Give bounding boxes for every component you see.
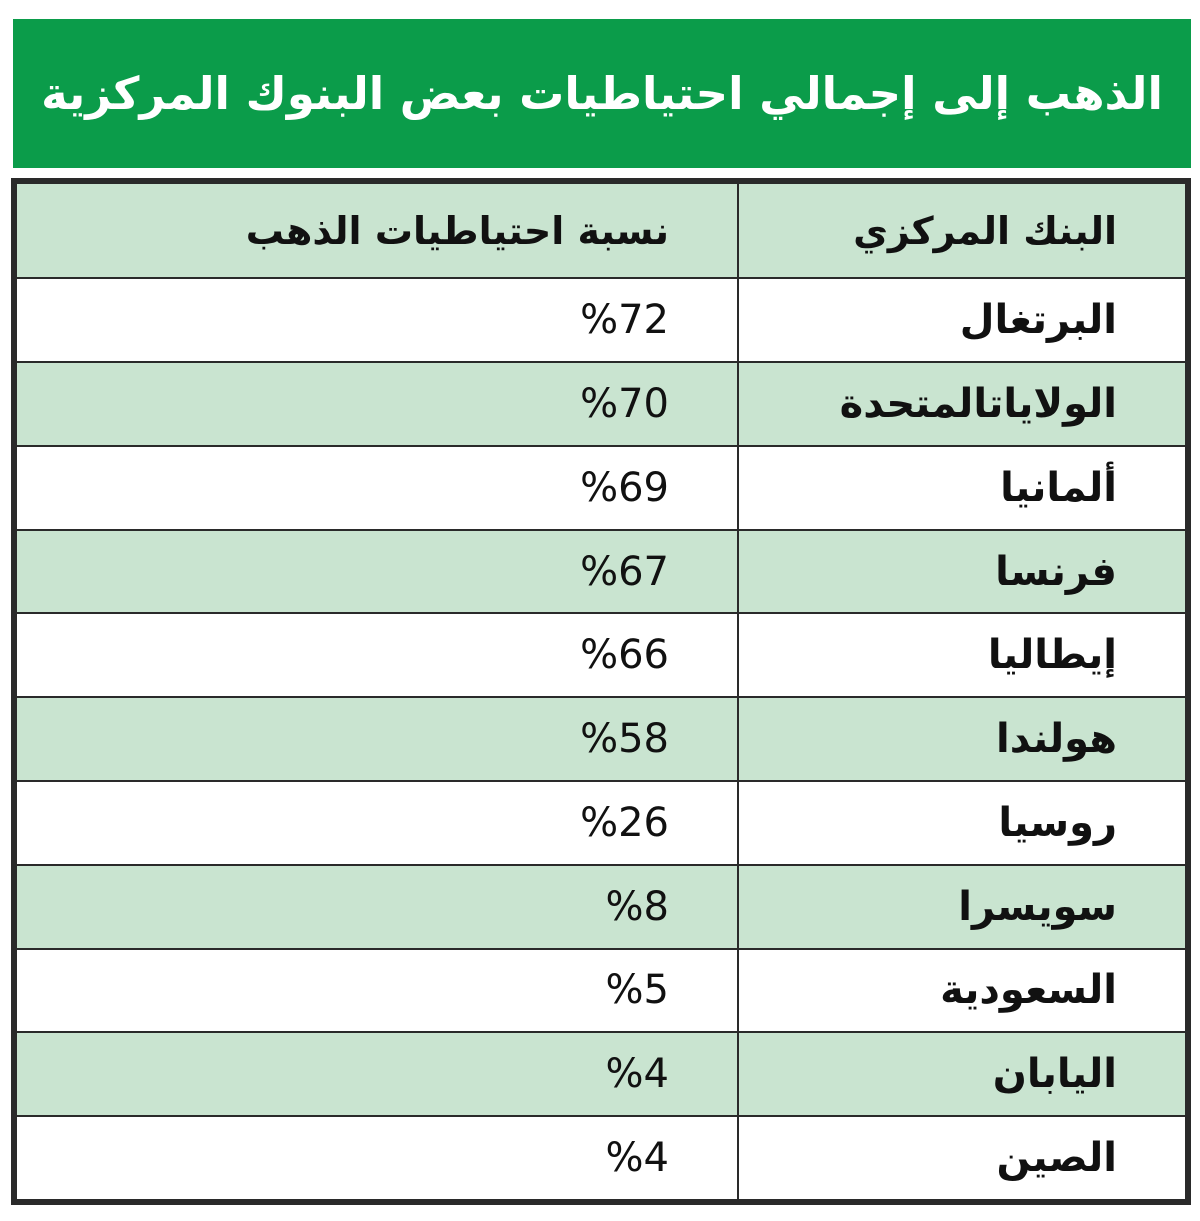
- table-body: [16, 183, 1186, 1200]
- gold-ratio-cell: [16, 865, 738, 949]
- column-header-bank: البنك المركزي: [738, 183, 1186, 278]
- gold-ratio-cell: [16, 781, 738, 865]
- gold-ratio-cell: [16, 1032, 738, 1116]
- gold-ratio-cell: [16, 697, 738, 781]
- gold-ratio-value: %8: [605, 883, 669, 930]
- bank-name-cell: هولندا: [738, 697, 1186, 781]
- table-header-row: [16, 183, 1186, 278]
- title-bar: [13, 19, 1191, 168]
- gold-ratio-cell: [16, 1116, 738, 1200]
- bank-name-cell: سويسرا: [738, 865, 1186, 949]
- bank-name-cell: ألمانيا: [738, 446, 1186, 530]
- gold-ratio-value: %69: [580, 464, 669, 511]
- table-row: [16, 530, 1186, 614]
- table-row: [16, 362, 1186, 446]
- gold-ratio-cell: [16, 949, 738, 1033]
- gold-ratio-value: %5: [605, 967, 669, 1014]
- column-header-ratio: نسبة احتياطيات الذهب: [16, 183, 738, 278]
- gold-reserves-table-container: [11, 178, 1191, 1205]
- gold-ratio-value: %26: [580, 799, 669, 846]
- gold-ratio-cell: [16, 362, 738, 446]
- table-row: [16, 278, 1186, 362]
- bank-name-cell: الصين: [738, 1116, 1186, 1200]
- gold-ratio-value: %4: [605, 1051, 669, 1098]
- gold-ratio-value: %72: [580, 297, 669, 344]
- bank-name-cell: فرنسا: [738, 530, 1186, 614]
- bank-name-cell: البرتغال: [738, 278, 1186, 362]
- table-row: [16, 1032, 1186, 1116]
- bank-name-cell: الولاياتالمتحدة: [738, 362, 1186, 446]
- chart-title: الذهب إلى إجمالي احتياطيات بعض البنوك المركزية: [41, 67, 1163, 120]
- gold-ratio-value: %66: [580, 632, 669, 679]
- bank-name-cell: إيطاليا: [738, 613, 1186, 697]
- table-row: [16, 613, 1186, 697]
- table-row: [16, 1116, 1186, 1200]
- table-row: [16, 781, 1186, 865]
- table-row: [16, 949, 1186, 1033]
- gold-ratio-cell: [16, 278, 738, 362]
- bank-name-cell: روسيا: [738, 781, 1186, 865]
- table-row: [16, 697, 1186, 781]
- table-row: [16, 865, 1186, 949]
- bank-name-cell: السعودية: [738, 949, 1186, 1033]
- gold-ratio-cell: [16, 446, 738, 530]
- gold-ratio-value: %67: [580, 548, 669, 595]
- gold-ratio-value: %70: [580, 380, 669, 427]
- gold-ratio-cell: [16, 613, 738, 697]
- table-row: [16, 446, 1186, 530]
- bank-name-cell: اليابان: [738, 1032, 1186, 1116]
- gold-ratio-value: %4: [605, 1135, 669, 1182]
- gold-ratio-cell: [16, 530, 738, 614]
- gold-ratio-value: %58: [580, 716, 669, 763]
- gold-reserves-table: [15, 182, 1187, 1201]
